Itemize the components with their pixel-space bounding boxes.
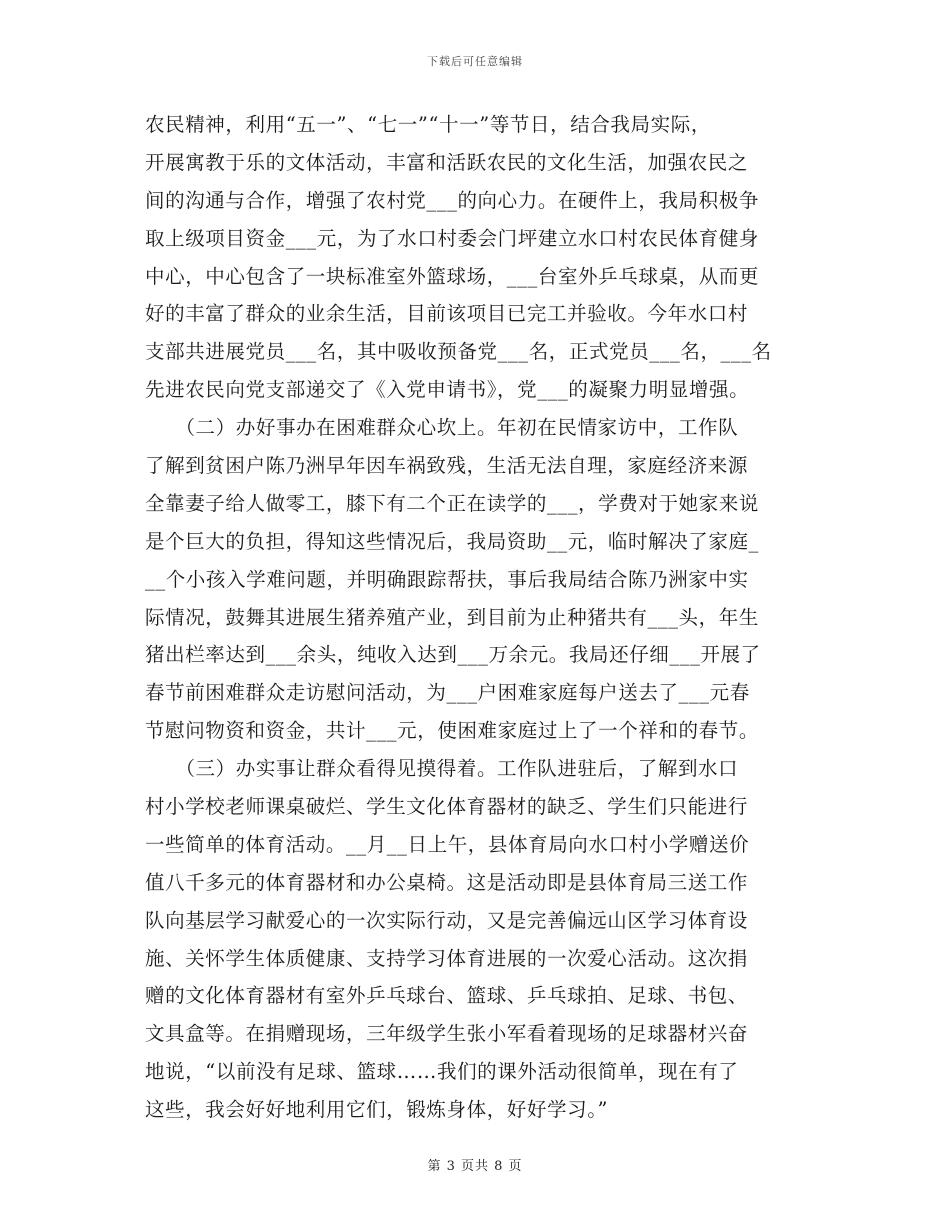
text-line: 中心，中心包含了一块标准室外篮球场，___台室外乒乓球桌，从而更 [145, 264, 759, 288]
text-line: （三）办实事让群众看得见摸得着。工作队进驻后，了解到水口 [145, 757, 739, 781]
text-line: 开展寓教于乐的文体活动，丰富和活跃农民的文化生活，加强农民之 [145, 150, 749, 174]
page-number: 第 3 页共 8 页 [427, 1159, 523, 1174]
text-line: 好的丰富了群众的业余生活，目前该项目已完工并验收。今年水口村 [145, 302, 749, 326]
text-line: __个小孩入学难问题，并明确跟踪帮扶，事后我局结合陈乃洲家中实 [145, 567, 749, 591]
text-line: 值八千多元的体育器材和办公桌椅。这是活动即是县体育局三送工作 [145, 870, 749, 894]
text-line: 队向基层学习献爱心的一次实际行动，又是完善偏远山区学习体育设 [145, 908, 749, 932]
text-line: 取上级项目资金___元，为了水口村委会门坪建立水口村农民体育健身 [145, 226, 759, 250]
text-line: 间的沟通与合作，增强了农村党___的向心力。在硬件上，我局积极争 [145, 188, 759, 212]
text-line: 际情况，鼓舞其进展生猪养殖产业，到目前为止种猪共有___头，年生 [145, 605, 759, 629]
text-line: 全靠妻子给人做零工，膝下有二个正在读学的___，学费对于她家来说 [145, 491, 759, 515]
text-line: 先进农民向党支部递交了《入党申请书》，党___的凝聚力明显增强。 [145, 378, 750, 402]
text-line: 节慰问物资和资金，共计___元，使困难家庭过上了一个祥和的春节。 [145, 719, 759, 743]
text-line: 赠的文化体育器材有室外乒乓球台、篮球、乒乓球拍、足球、书包、 [145, 984, 749, 1008]
text-line: 农民精神，利用“五一”、“七一”“十一”等节日，结合我局实际， [145, 113, 711, 136]
header-note: 下载后可任意编辑 [427, 55, 523, 68]
text-line: （二）办好事办在困难群众心坎上。年初在民情家访中，工作队 [145, 416, 739, 440]
text-line: 是个巨大的负担，得知这些情况后，我局资助__元，临时解决了家庭_ [145, 529, 759, 553]
text-line: 支部共进展党员___名，其中吸收预备党___名，正式党员___名，___名 [145, 340, 772, 364]
text-line: 村小学校老师课桌破烂、学生文化体育器材的缺乏、学生们只能进行 [145, 795, 749, 819]
text-line: 文具盒等。在捐赠现场，三年级学生张小军看着现场的足球器材兴奋 [145, 1022, 749, 1046]
text-line: 猪出栏率达到___余头，纯收入达到___万余元。我局还仔细___开展了 [145, 643, 761, 667]
text-line: 地说，“以前没有足球、篮球……我们的课外活动很简单，现在有了 [145, 1060, 739, 1084]
text-line: 施、关怀学生体质健康、支持学习体育进展的一次爱心活动。这次捐 [145, 946, 749, 970]
text-line: 春节前困难群众走访慰问活动，为___户困难家庭每户送去了___元春 [145, 681, 750, 705]
text-line: 了解到贫困户陈乃洲早年因车祸致残，生活无法自理，家庭经济来源 [145, 454, 749, 478]
document-body [145, 106, 805, 1129]
text-line: 一些简单的体育活动。__月__日上午，县体育局向水口村小学赠送价 [145, 832, 750, 856]
text-line: 这些，我会好好地利用它们，锻炼身体，好好学习。” [145, 1098, 609, 1122]
